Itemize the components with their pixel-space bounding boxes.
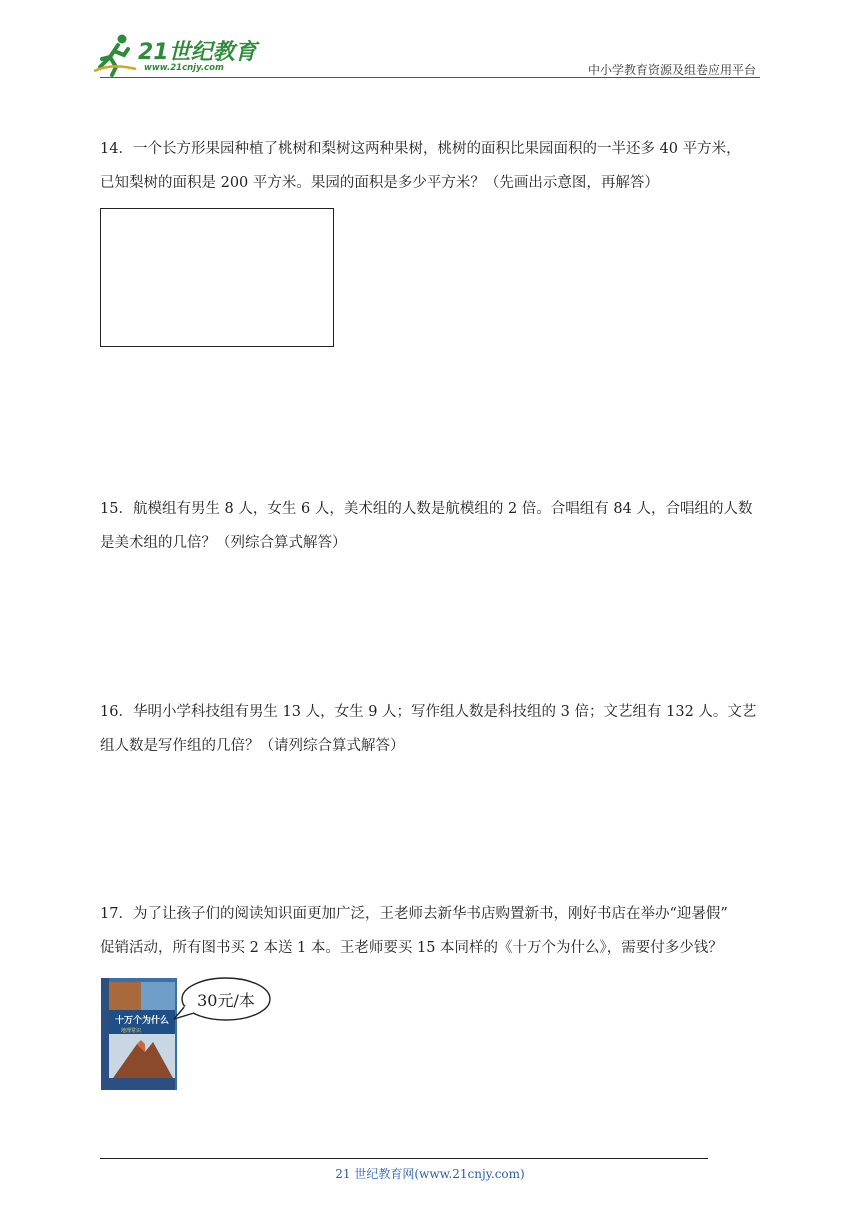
logo-text: 21世纪教育 xyxy=(138,40,257,65)
question-line: 是美术组的几倍？（列综合算式解答） xyxy=(100,535,347,551)
question-15 xyxy=(100,492,762,560)
question-17 xyxy=(100,897,762,965)
diagram-rectangle xyxy=(100,208,334,347)
footer-link[interactable]: 21 世纪教育网(www.21cnjy.com) xyxy=(335,1167,525,1181)
question-line: 15．航模组有男生 8 人，女生 6 人，美术组的人数是航模组的 2 倍。合唱组有 84 人，合唱组的人数 xyxy=(100,501,753,517)
footer-divider xyxy=(100,1158,708,1159)
book-subtitle: 地理常识 xyxy=(121,1028,142,1034)
runner-icon xyxy=(92,33,142,77)
question-line: 16．华明小学科技组有男生 13 人，女生 9 人；写作组人数是科技组的 3 倍；文艺组有 132 人。文艺 xyxy=(100,704,757,720)
price-label: 30元/本 xyxy=(197,991,255,1010)
platform-label: 中小学教育资源及组卷应用平台 xyxy=(587,63,756,77)
book-title: 十万个为什么 xyxy=(114,1016,170,1026)
question-line: 组人数是写作组的几倍？（请列综合算式解答） xyxy=(100,738,405,754)
question-16 xyxy=(100,695,762,763)
site-logo[interactable] xyxy=(92,33,262,77)
question-line: 已知梨树的面积是 200 平方米。果园的面积是多少平方米？（先画出示意图，再解答） xyxy=(100,175,659,191)
question-line: 17．为了让孩子们的阅读知识面更加广泛，王老师去新华书店购置新书，刚好书店在举办“迎暑假” xyxy=(100,906,728,922)
logo-url: www.21cnjy.com xyxy=(144,63,224,73)
question-14 xyxy=(100,132,762,200)
header-divider xyxy=(100,77,760,78)
book-cover-image xyxy=(101,978,177,1090)
page-header xyxy=(0,0,860,80)
question-line: 促销活动，所有图书买 2 本送 1 本。王老师要买 15 本同样的《十万个为什么》，需要付多少钱？ xyxy=(100,940,723,956)
question-line: 14．一个长方形果园种植了桃树和梨树这两种果树，桃树的面积比果园面积的一半还多 40 平方米， xyxy=(100,141,741,157)
